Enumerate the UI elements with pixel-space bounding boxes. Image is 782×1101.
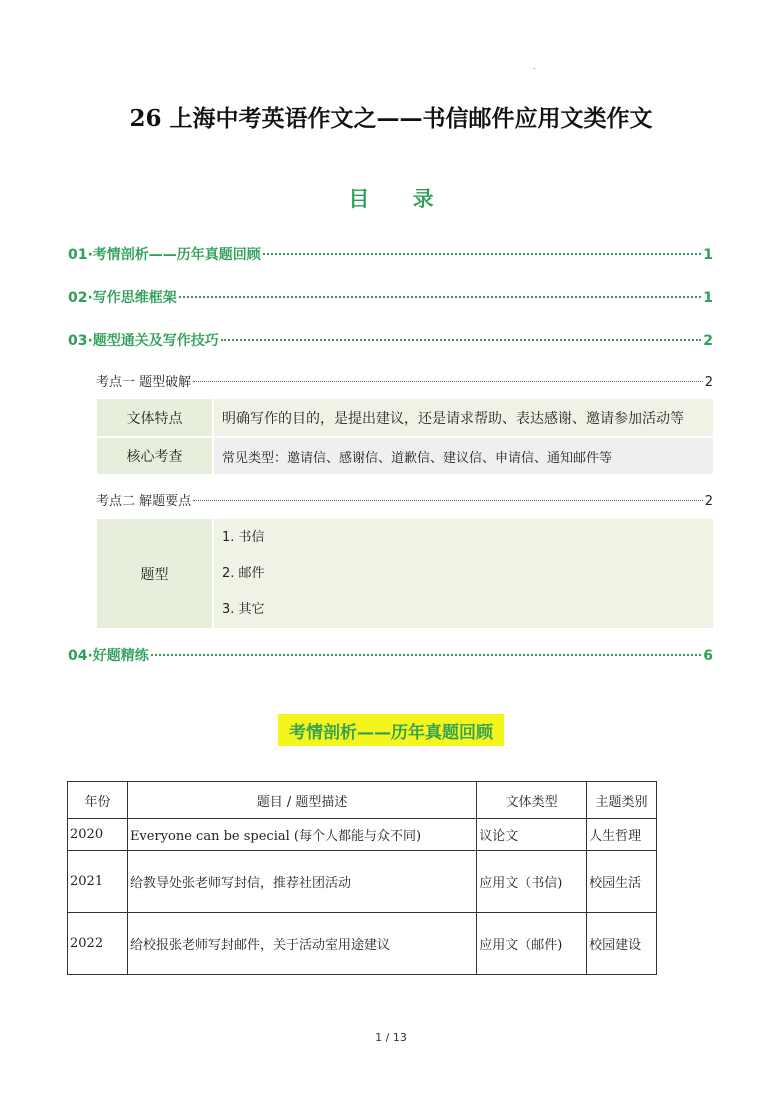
toc-leader xyxy=(179,296,701,298)
toc-subitem-label: 考点一 题型破解 xyxy=(96,375,192,390)
table-cell: 应用文（邮件) xyxy=(477,913,587,975)
toc-leader xyxy=(263,253,701,255)
column-header: 文体类型 xyxy=(477,782,587,819)
column-header: 年份 xyxy=(68,782,128,819)
table-row xyxy=(68,913,657,975)
header-mark: . xyxy=(533,62,536,71)
table-row xyxy=(68,851,657,913)
toc-subitem-2[interactable] xyxy=(96,490,713,509)
toc-item-page: 6 xyxy=(703,648,713,664)
toc-item-page: 1 xyxy=(703,247,713,263)
table-cell: 给教导处张老师写封信，推荐社团活动 xyxy=(127,851,476,913)
toc-heading: 目 录 xyxy=(348,187,452,211)
table-cell: 议论文 xyxy=(477,819,587,851)
document-title: 26 上海中考英语作文之——书信邮件应用文类作文 xyxy=(129,105,653,132)
table-body-cell: 常见类型：邀请信、感谢信、道歉信、建议信、申请信、通知邮件等 xyxy=(214,438,713,474)
table-head-cell: 题型 xyxy=(97,519,212,628)
table-cell: 2022 xyxy=(68,913,128,975)
toc-leader xyxy=(193,381,703,382)
list-item: 3. 其它 xyxy=(222,602,265,617)
column-header: 题目 / 题型描述 xyxy=(127,782,476,819)
toc-subitem-label: 考点二 解题要点 xyxy=(96,494,192,509)
table-cell: 应用文（书信) xyxy=(477,851,587,913)
table-cell: 校园生活 xyxy=(587,851,657,913)
table-cell: 2021 xyxy=(68,851,128,913)
toc-item-04[interactable] xyxy=(68,645,713,665)
table-head-cell: 文体特点 xyxy=(97,399,212,436)
toc-item-03[interactable] xyxy=(68,330,713,350)
toc-leader xyxy=(151,654,701,656)
table-cell: 人生哲理 xyxy=(587,819,657,851)
exam-history-table xyxy=(67,781,657,975)
page-indicator: 1 / 13 xyxy=(375,1031,407,1044)
table-cell: 2020 xyxy=(68,819,128,851)
table-cell: 校园建设 xyxy=(587,913,657,975)
list-item: 2. 邮件 xyxy=(222,566,265,581)
toc-leader xyxy=(193,500,703,501)
table-cell: Everyone can be special (每个人都能与众不同) xyxy=(127,819,476,851)
toc-item-page: 2 xyxy=(703,333,713,349)
type-list-cell xyxy=(214,519,713,628)
toc-item-01[interactable] xyxy=(68,244,713,264)
column-header: 主题类别 xyxy=(587,782,657,819)
toc-item-label: 02·写作思维框架 xyxy=(68,290,177,306)
section-banner: 考情剖析——历年真题回顾 xyxy=(278,714,504,746)
table-head-cell: 核心考查 xyxy=(97,438,212,474)
toc-item-label: 03·题型通关及写作技巧 xyxy=(68,333,219,349)
table-body-cell: 明确写作的目的，是提出建议，还是请求帮助、表达感谢、邀请参加活动等 xyxy=(214,399,713,436)
table-header-row xyxy=(68,782,657,819)
toc-item-label: 04·好题精练 xyxy=(68,648,149,664)
table-cell: 给校报张老师写封邮件，关于活动室用途建议 xyxy=(127,913,476,975)
list-item: 1. 书信 xyxy=(222,530,265,545)
table-row xyxy=(68,819,657,851)
toc-item-page: 1 xyxy=(703,290,713,306)
toc-subitem-1[interactable] xyxy=(96,371,713,390)
toc-item-02[interactable] xyxy=(68,287,713,307)
toc-subitem-page: 2 xyxy=(704,494,713,509)
toc-subitem-page: 2 xyxy=(704,375,713,390)
toc-item-label: 01·考情剖析——历年真题回顾 xyxy=(68,247,261,263)
toc-leader xyxy=(221,339,701,341)
